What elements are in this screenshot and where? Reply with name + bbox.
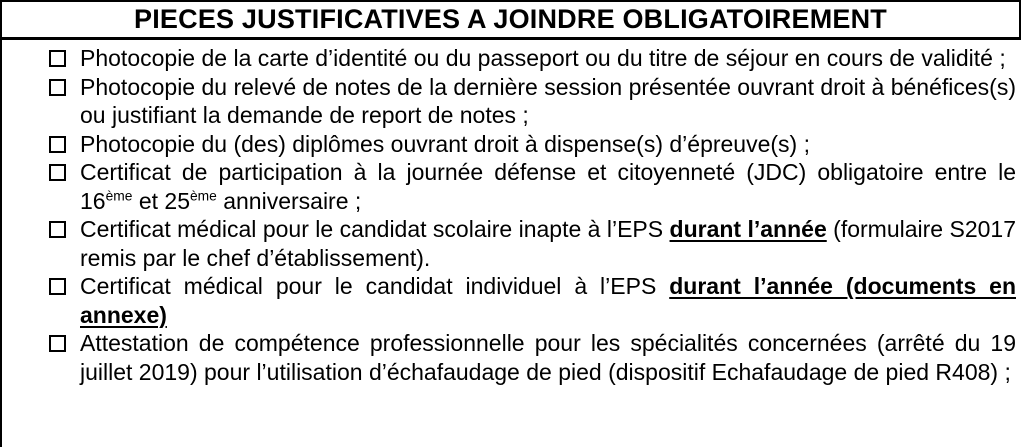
item-text: Photocopie du relevé de notes de la dernière session présentée ouvrant droit à bénéfices(s) ou justifiant la demande de report de notes ; xyxy=(80,73,1016,128)
checkbox-icon[interactable] xyxy=(49,221,66,238)
checkbox-icon[interactable] xyxy=(49,136,66,153)
checklist-item xyxy=(49,329,1016,386)
checklist-item xyxy=(49,215,1016,272)
checkbox-icon[interactable] xyxy=(49,335,66,352)
item-text: Photocopie du (des) diplômes ouvrant droit à dispense(s) d’épreuve(s) ; xyxy=(80,130,810,157)
item-text: Certificat de participation à la journée défense et citoyenneté (JDC) obligatoire entre le 16ème et 25ème anniversaire ; xyxy=(80,159,1016,214)
checkbox-icon[interactable] xyxy=(49,164,66,181)
item-text: Certificat médical pour le candidat scolaire inapte à l’EPS durant l’année (formulaire S2017 remis par le chef d’établissement). xyxy=(80,216,1016,271)
section-header xyxy=(0,0,1021,40)
item-text: Attestation de compétence professionnelle pour les spécialités concernées (arrêté du 19 juillet 2019) pour l’utilisation d’échafaudage de pied (dispositif Echafaudage de pied R408) ; xyxy=(80,330,1016,385)
checkbox-icon[interactable] xyxy=(49,278,66,295)
checkbox-icon[interactable] xyxy=(49,79,66,96)
checklist-item xyxy=(49,73,1016,130)
checklist-item xyxy=(49,158,1016,215)
checklist-item xyxy=(49,44,1016,73)
item-text: Photocopie de la carte d’identité ou du passeport ou du titre de séjour en cours de validité ; xyxy=(80,45,1006,71)
item-text: Certificat médical pour le candidat individuel à l’EPS durant l’année (documents en annexe) xyxy=(80,273,1016,328)
page-title: PIECES JUSTIFICATIVES A JOINDRE OBLIGATOIREMENT xyxy=(134,4,887,34)
checkbox-icon[interactable] xyxy=(49,50,66,67)
checklist-item xyxy=(49,272,1016,329)
checklist xyxy=(0,40,1024,447)
checklist-item xyxy=(49,130,1016,159)
